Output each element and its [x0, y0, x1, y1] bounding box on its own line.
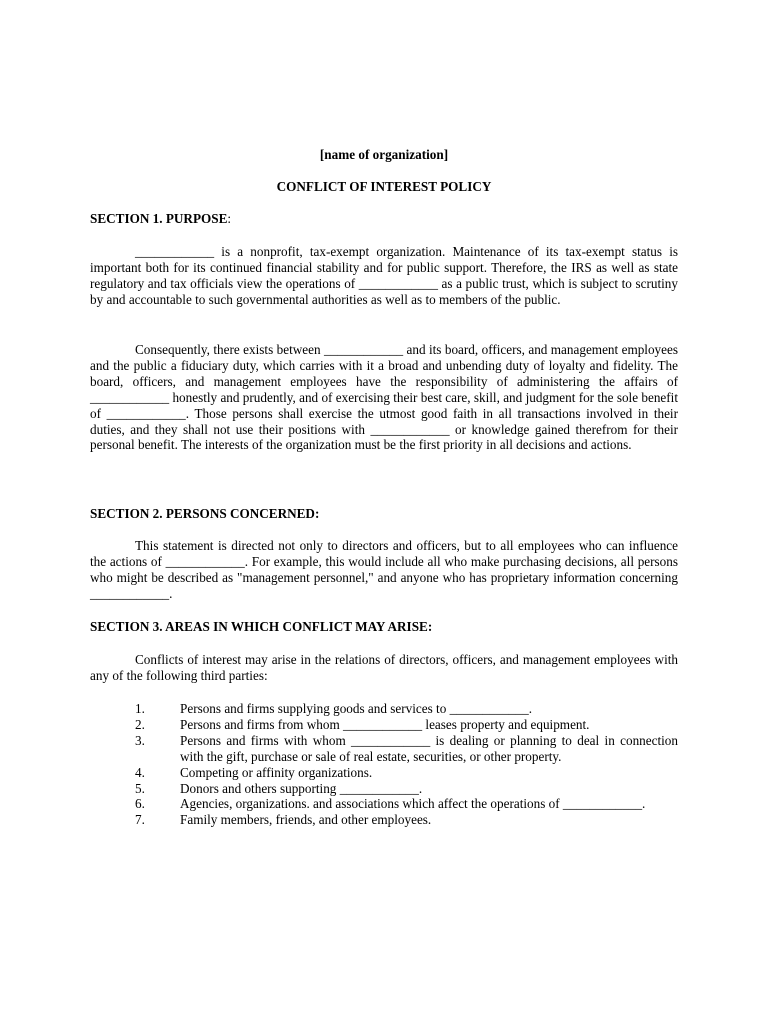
list-item-number: 4. — [135, 764, 145, 780]
list-item-number: 6. — [135, 796, 145, 812]
section-3-heading: SECTION 3. AREAS IN WHICH CONFLICT MAY ARISE: — [90, 619, 433, 634]
third-parties-list — [90, 701, 678, 828]
list-item-number: 2. — [135, 716, 145, 732]
section-1-heading-text: SECTION 1. PURPOSE — [90, 211, 228, 226]
section-2-paragraph-1: This statement is directed not only to directors and officers, but to all employees who can influence the actions of ____________. For example, this would include all who make purchasing decisions, all persons who might be described as "management personnel," and anyone who has proprietary information concerning ____________. — [90, 538, 678, 601]
document-title: CONFLICT OF INTEREST POLICY — [276, 179, 492, 194]
section-1-paragraph-1: ____________ is a nonprofit, tax-exempt organization. Maintenance of its tax-exempt status is important both for its continued financial stability and for public support. Therefore, the IRS as well as state regulatory and tax officials view the operations of ____________ as a public trust, which is subject to scrutiny by and accountable to such governmental authorities as well as to members of the public. — [90, 244, 678, 307]
list-item-text: Persons and firms from whom ____________ leases property and equipment. — [180, 716, 590, 732]
list-item-text: Persons and firms supplying goods and services to ____________. — [180, 701, 533, 716]
organization-name: [name of organization] — [319, 147, 449, 162]
list-item-number: 5. — [135, 780, 145, 796]
list-item-number: 1. — [135, 701, 145, 716]
list-item — [90, 796, 678, 812]
list-item-text: Donors and others supporting ____________. — [180, 780, 423, 796]
list-item — [90, 733, 678, 765]
list-item-text: Competing or affinity organizations. — [180, 764, 373, 780]
section-3-paragraph-1: Conflicts of interest may arise in the relations of directors, officers, and management employees with any of the following third parties: — [90, 652, 678, 683]
list-item-text: Persons and firms with whom ____________ is dealing or planning to deal in connection with the gift, purchase or sale of real estate, securities, or other property. — [180, 732, 678, 764]
section-2-heading: SECTION 2. PERSONS CONCERNED: — [90, 506, 320, 521]
list-item — [90, 765, 678, 781]
list-item — [90, 781, 678, 797]
section-1-heading — [90, 211, 678, 227]
section-1-heading-colon: : — [227, 211, 232, 226]
list-item-number: 7. — [135, 812, 145, 828]
list-item-number: 3. — [135, 732, 145, 748]
list-item-text: Family members, friends, and other employees. — [180, 812, 432, 828]
list-item — [90, 717, 678, 733]
list-item — [90, 812, 678, 828]
section-1-paragraph-2: Consequently, there exists between ____________ and its board, officers, and management employees and the public a fiduciary duty, which carries with it a broad and unbending duty of loyalty and fidelity. The board, officers, and management employees have the responsibility of administering the affairs of ____________ honestly and prudently, and of exercising their best care, skill, and judgment for the sole benefit of ____________. Those persons shall exercise the utmost good faith in all transactions involved in their duties, and they shall not use their positions with ____________ or knowledge gained therefrom for their personal benefit. The interests of the organization must be the first priority in all decisions and actions. — [90, 342, 678, 453]
list-item — [90, 701, 678, 717]
list-item-text: Agencies, organizations. and associations which affect the operations of ____________. — [180, 796, 646, 812]
